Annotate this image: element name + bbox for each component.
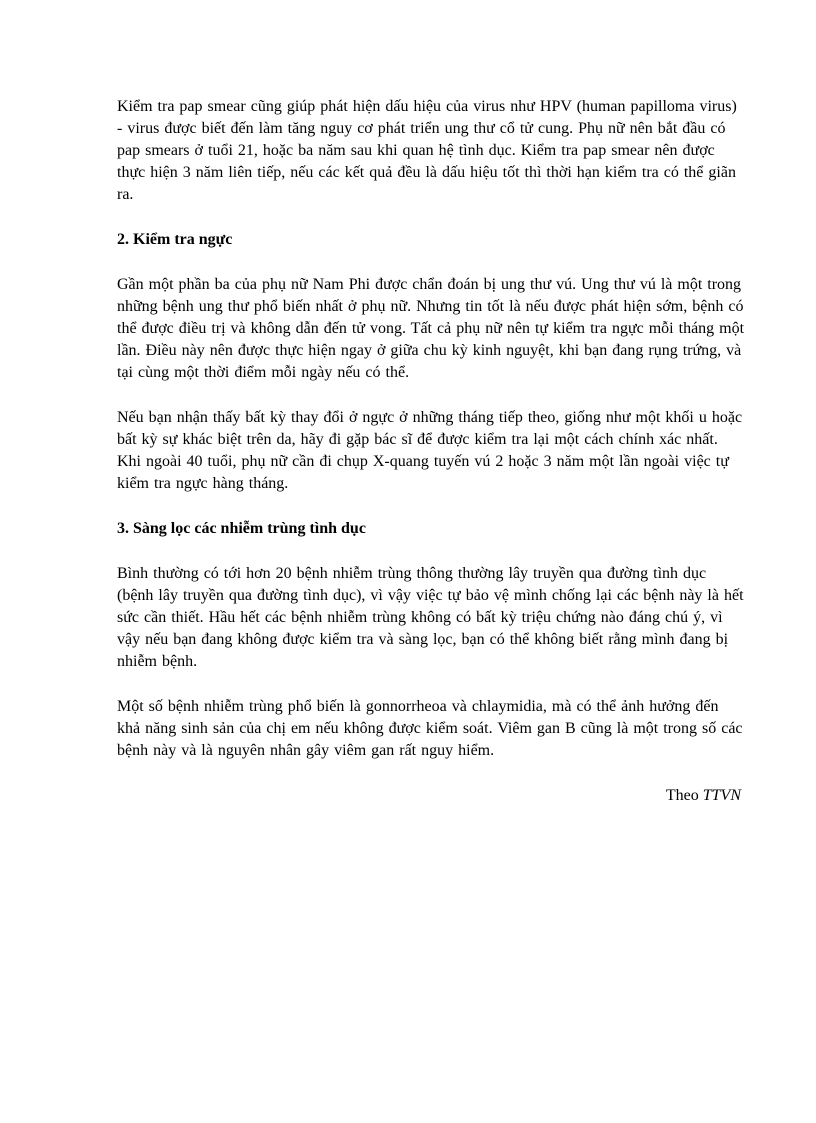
intro-paragraph: Kiểm tra pap smear cũng giúp phát hiện dấu hiệu của virus như HPV (human papilloma virus) - virus được biết đến làm tăng nguy cơ phát triển ung thư cổ tử cung. Phụ nữ nên bắt đầu có pap smears ở tuổi 21, hoặc ba năm sau khi quan hệ tình dục. Kiểm tra pap smear nên được thực hiện 3 năm liên tiếp, nếu các kết quả đều là dấu hiệu tốt thì thời hạn kiểm tra có thể giãn ra. xyxy=(117,98,737,203)
article-source xyxy=(117,785,745,807)
section-heading-breast-exam: 2. Kiểm tra ngực xyxy=(117,231,233,248)
section-heading-sti-screening: 3. Sàng lọc các nhiễm trùng tình dục xyxy=(117,520,366,537)
document-page xyxy=(117,96,745,807)
source-name: TTVN xyxy=(702,787,741,804)
sti-screening-paragraph-1: Bình thường có tới hơn 20 bệnh nhiễm trùng thông thường lây truyền qua đường tình dục (bệnh lây truyền qua đường tình dục), vì vậy việc tự bảo vệ mình chống lại các bệnh này là hết sức cần thiết. Hầu hết các bệnh nhiễm trùng không có bất kỳ triệu chứng nào đáng chú ý, vì vậy nếu bạn đang không được kiểm tra và sàng lọc, bạn có thể không biết rằng mình đang bị nhiễm bệnh. xyxy=(117,565,744,670)
breast-exam-paragraph-1: Gần một phần ba của phụ nữ Nam Phi được chẩn đoán bị ung thư vú. Ung thư vú là một trong những bệnh ung thư phổ biến nhất ở phụ nữ. Nhưng tin tốt là nếu được phát hiện sớm, bệnh có thể được điều trị và không dẫn đến tử vong. Tất cả phụ nữ nên tự kiểm tra ngực mỗi tháng một lần. Điều này nên được thực hiện ngay ở giữa chu kỳ kinh nguyệt, khi bạn đang rụng trứng, và tại cùng một thời điểm mỗi ngày nếu có thể. xyxy=(117,276,745,381)
breast-exam-paragraph-2: Nếu bạn nhận thấy bất kỳ thay đổi ở ngực ở những tháng tiếp theo, giống như một khối u hoặc bất kỳ sự khác biệt trên da, hãy đi gặp bác sĩ để được kiểm tra lại một cách chính xác nhất. Khi ngoài 40 tuổi, phụ nữ cần đi chụp X-quang tuyến vú 2 hoặc 3 năm một lần ngoài việc tự kiểm tra ngực hàng tháng. xyxy=(117,409,743,492)
sti-screening-paragraph-2: Một số bệnh nhiễm trùng phổ biến là gonnorrheoa và chlaymidia, mà có thể ảnh hưởng đến khả năng sinh sản của chị em nếu không được kiểm soát. Viêm gan B cũng là một trong số các bệnh này và là nguyên nhân gây viêm gan rất nguy hiểm. xyxy=(117,698,743,759)
source-prefix: Theo xyxy=(665,787,699,804)
